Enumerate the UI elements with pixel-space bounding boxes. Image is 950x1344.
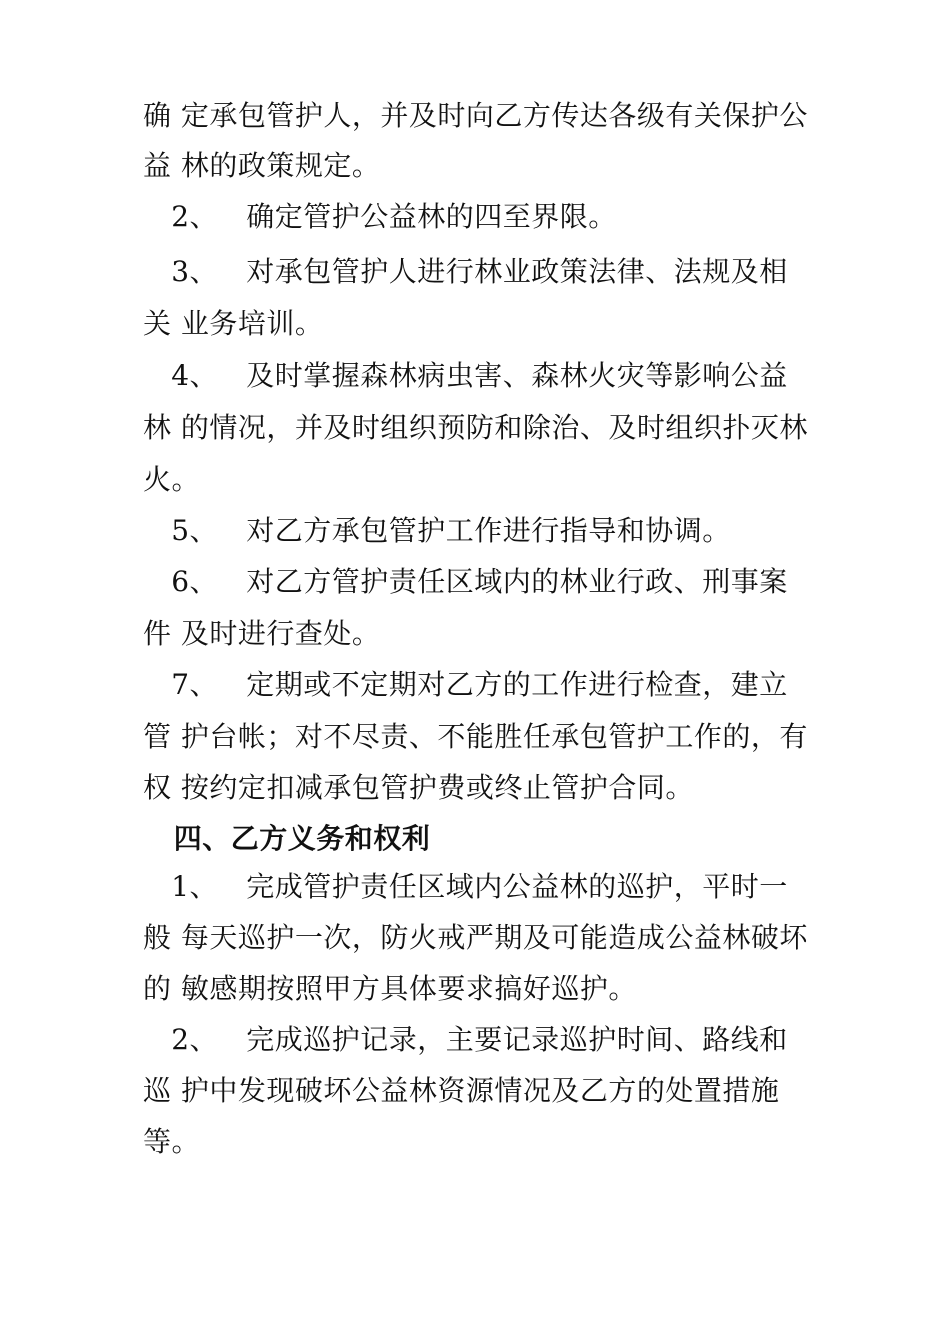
text-line: 1、 完成管护责任区域内公益林的巡护，平时一 — [143, 870, 788, 903]
text-line: 管 护台帐；对不尽责、不能胜任承包管护工作的，有 — [143, 720, 808, 753]
text-line: 件 及时进行查处。 — [143, 617, 381, 650]
text-line: 般 每天巡护一次，防火戒严期及可能造成公益林破坏 — [143, 921, 808, 954]
text-line: 巡 护中发现破坏公益林资源情况及乙方的处置措施 — [143, 1074, 780, 1107]
text-line: 的 敏感期按照甲方具体要求搞好巡护。 — [143, 972, 637, 1005]
text-line: 关 业务培训。 — [143, 307, 324, 340]
text-line: 7、 定期或不定期对乙方的工作进行检查，建立 — [143, 668, 788, 701]
text-line: 6、 对乙方管护责任区域内的林业行政、刑事案 — [143, 565, 788, 598]
text-line: 火。 — [143, 463, 201, 496]
text-line: 4、 及时掌握森林病虫害、森林火灾等影响公益 — [143, 359, 788, 392]
text-line: 3、 对承包管护人进行林业政策法律、法规及相 — [143, 255, 788, 288]
text-line: 益 林的政策规定。 — [143, 149, 381, 182]
text-line: 确 定承包管护人，并及时向乙方传达各级有关保护公 — [143, 99, 808, 132]
text-line: 2、 确定管护公益林的四至界限。 — [143, 200, 617, 233]
text-line: 等。 — [143, 1125, 201, 1158]
text-line: 权 按约定扣减承包管护费或终止管护合同。 — [143, 771, 694, 804]
text-line: 2、 完成巡护记录，主要记录巡护时间、路线和 — [143, 1023, 788, 1056]
text-line: 林 的情况，并及时组织预防和除治、及时组织扑灭林 — [143, 411, 808, 444]
section-heading: 四、乙方义务和权利 — [143, 822, 431, 855]
text-line: 5、 对乙方承包管护工作进行指导和协调。 — [143, 514, 731, 547]
